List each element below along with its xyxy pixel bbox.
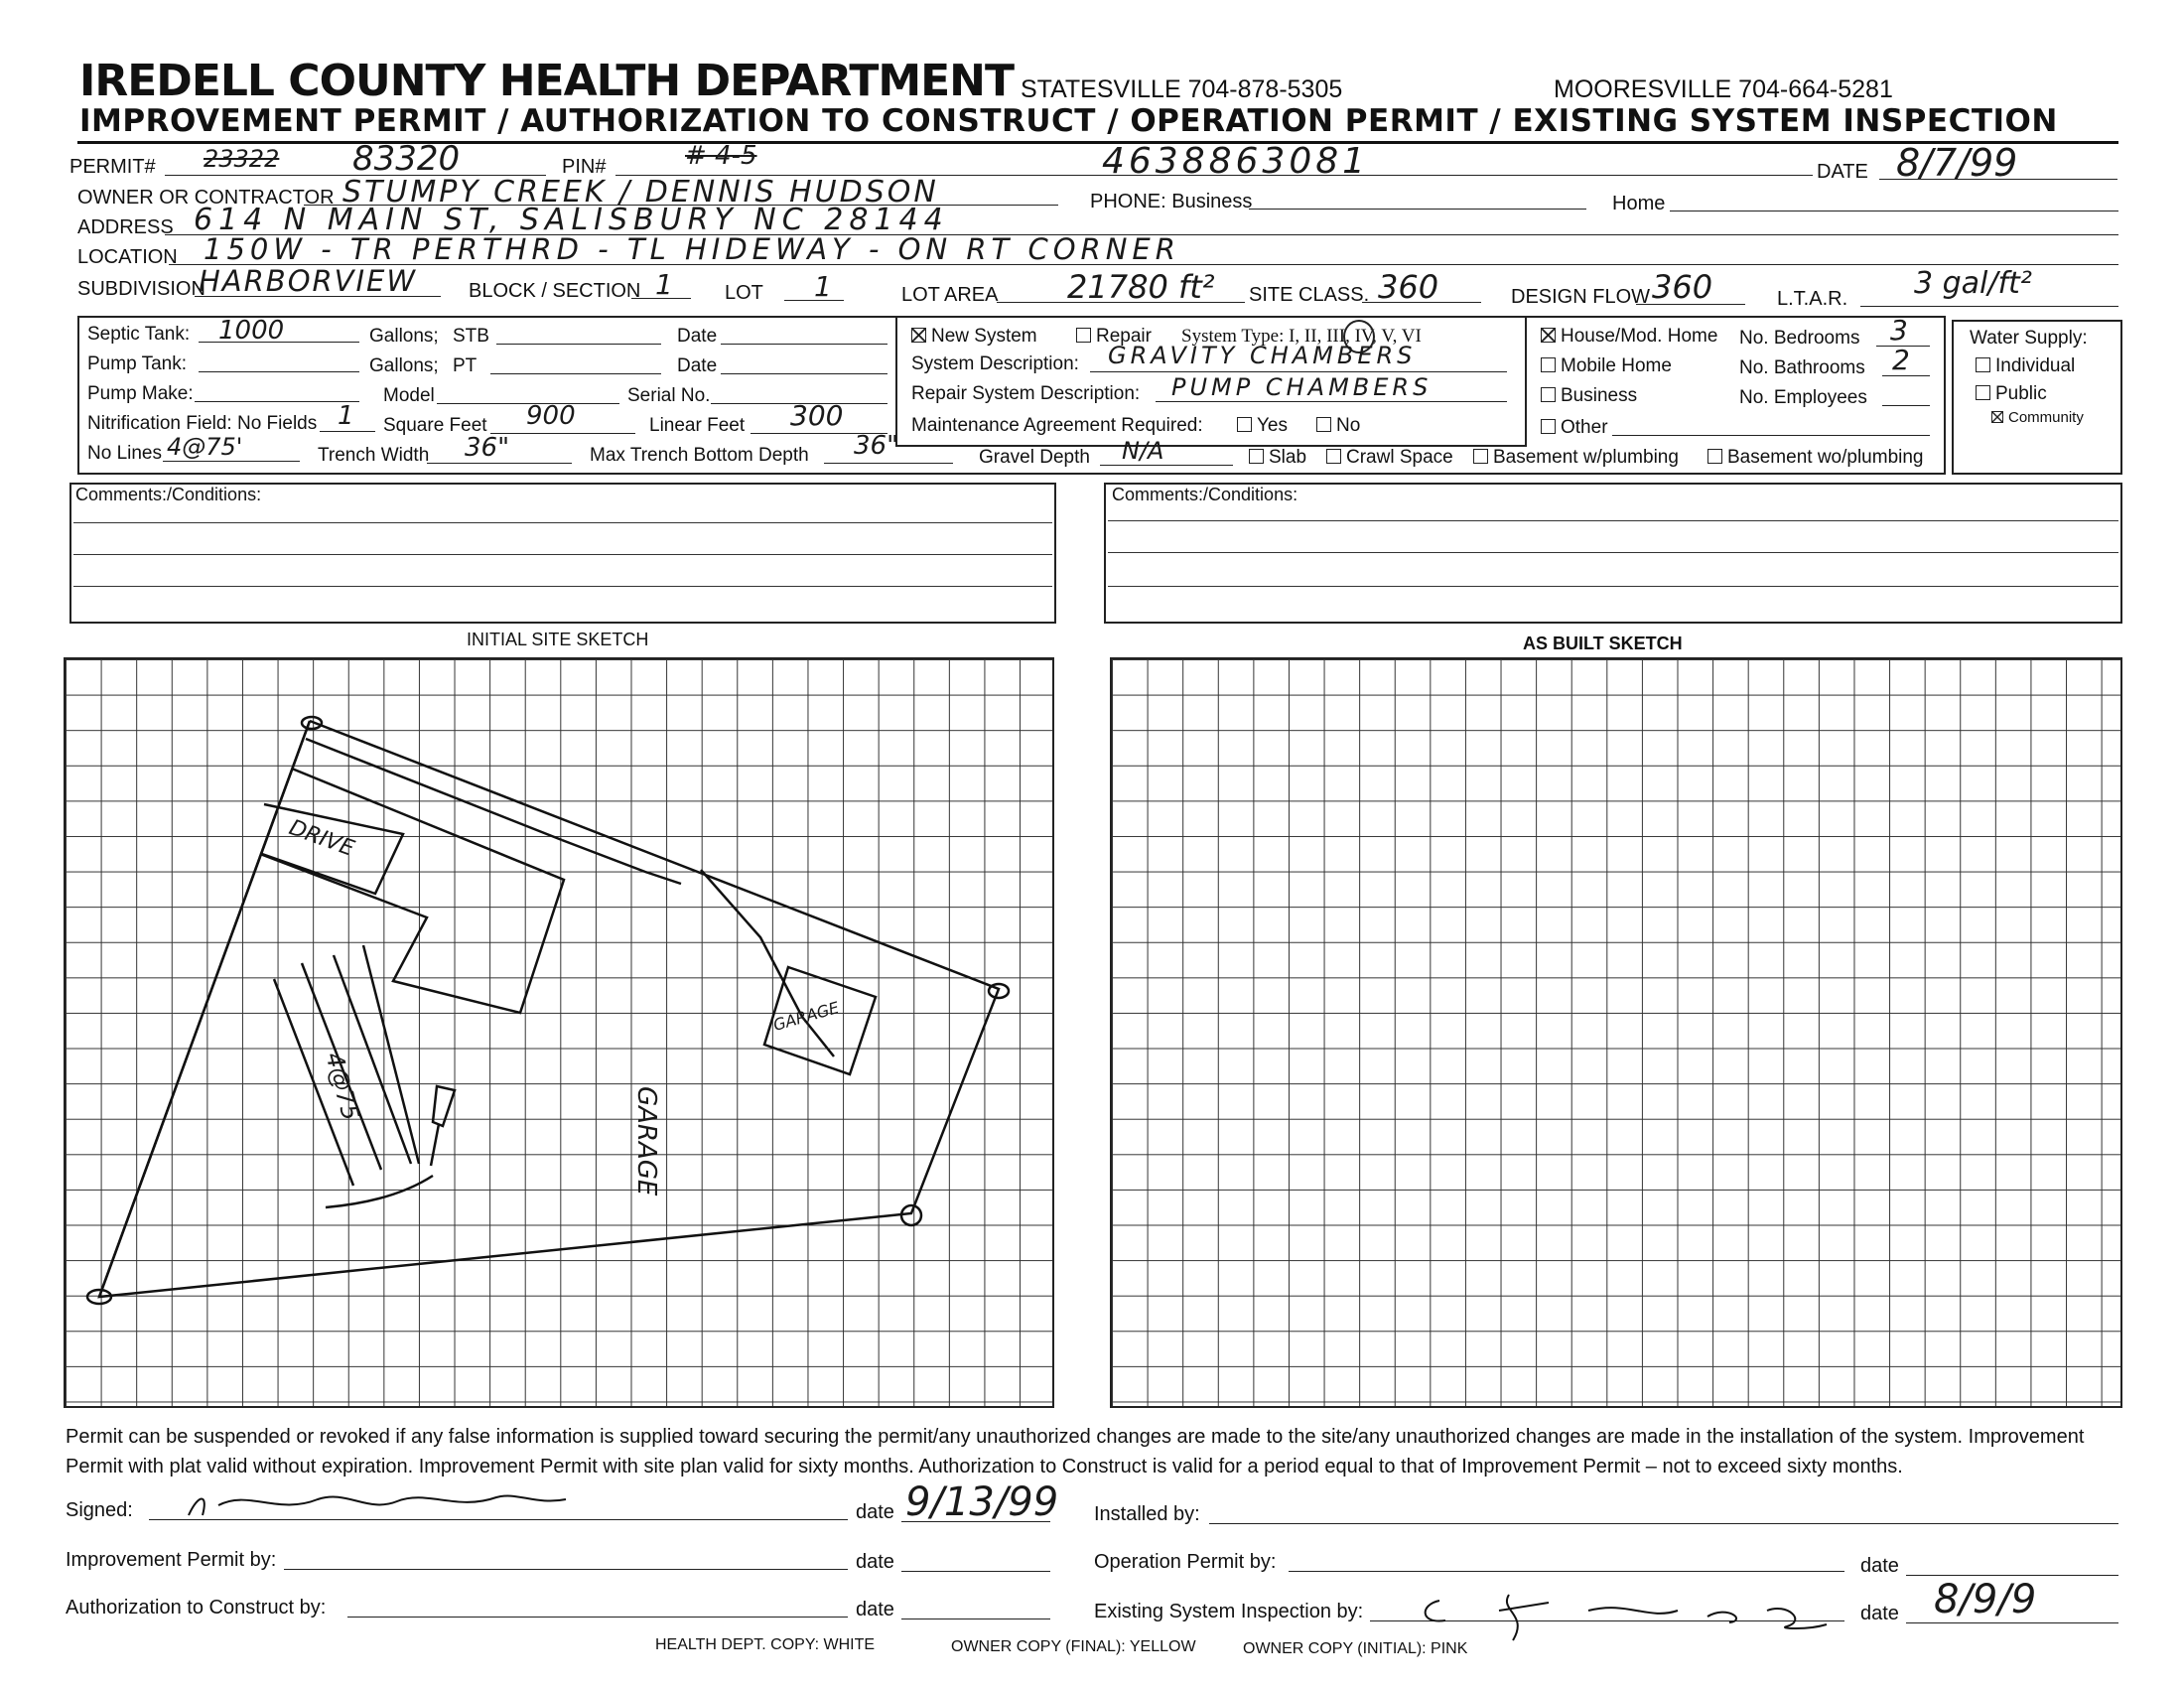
footer-notice-line-2: Permit with plat valid without expiration. Improvement Permit with site plan valid for sixty months. Authorization to Construct is valid for a period equal to that of Improvement Permit – not to exceed sixty months. xyxy=(66,1456,1903,1478)
permit-value: 83320 xyxy=(352,139,461,179)
supply-line xyxy=(431,1124,439,1166)
phone-business-label: PHONE: Business xyxy=(1090,191,1253,212)
comments-right-line xyxy=(1108,520,2118,521)
stb-date-field[interactable] xyxy=(721,344,887,345)
date-value: 8/7/99 xyxy=(1896,141,2018,185)
public-checkbox[interactable] xyxy=(1976,385,1990,400)
new-system-option[interactable] xyxy=(911,326,1037,348)
corner-marker xyxy=(901,1205,921,1225)
basement-without-checkbox[interactable] xyxy=(1707,449,1722,464)
location-value: 150W - TR PERTHRD - TL HIDEWAY - ON RT CORNER xyxy=(204,232,1180,266)
operation-by-label: Operation Permit by: xyxy=(1094,1551,1277,1573)
other-field[interactable] xyxy=(1612,435,1930,436)
design-flow-value: 360 xyxy=(1652,268,1713,306)
no-lines-label: No Lines xyxy=(87,443,162,464)
other-checkbox[interactable] xyxy=(1541,419,1556,434)
comments-left-line xyxy=(73,554,1052,555)
water-supply-label: Water Supply: xyxy=(1970,328,2088,349)
mobile-checkbox[interactable] xyxy=(1541,357,1556,372)
system-desc-label: System Description: xyxy=(911,353,1079,374)
public-option[interactable] xyxy=(1976,383,2047,405)
other-option[interactable] xyxy=(1541,417,1608,439)
gravel-depth-field[interactable] xyxy=(1100,465,1233,466)
signed-date-label: date xyxy=(856,1501,894,1523)
trench-connector xyxy=(326,1176,433,1207)
address-value: 614 N MAIN ST, SALISBURY NC 28144 xyxy=(194,203,949,237)
maintenance-label: Maintenance Agreement Required: xyxy=(911,415,1203,436)
new-system-checkbox[interactable] xyxy=(911,328,926,343)
signed-label: Signed: xyxy=(66,1499,133,1521)
lot-value: 1 xyxy=(814,270,832,303)
installed-by-label: Installed by: xyxy=(1094,1503,1200,1525)
lot-area-value: 21780 ft² xyxy=(1067,268,1215,306)
stb-field[interactable] xyxy=(496,344,661,345)
pt-date-field[interactable] xyxy=(721,373,887,374)
linear-feet-value: 300 xyxy=(790,399,844,432)
gravel-depth-label: Gravel Depth xyxy=(979,447,1090,468)
pump-make-label: Pump Make: xyxy=(87,383,194,404)
authorization-by-label: Authorization to Construct by: xyxy=(66,1597,327,1619)
garage-vertical-label: GARAGE xyxy=(631,1086,661,1196)
maintenance-yes-checkbox[interactable] xyxy=(1237,417,1252,432)
trench-width-field[interactable] xyxy=(427,463,572,464)
as-built-sketch-grid[interactable] xyxy=(1110,657,2122,1408)
pump-tank-field[interactable] xyxy=(199,371,359,372)
other-label: Other xyxy=(1561,417,1608,438)
maintenance-yes-label: Yes xyxy=(1257,415,1288,436)
permit-label: PERMIT# xyxy=(69,156,156,178)
fields-value: 1 xyxy=(338,401,354,431)
home-phone-label: Home xyxy=(1612,193,1666,214)
basement-with-checkbox[interactable] xyxy=(1473,449,1488,464)
date-label: DATE xyxy=(1817,161,1868,183)
trench-width-value: 36" xyxy=(465,433,510,463)
square-feet-value: 900 xyxy=(526,401,576,431)
gravel-depth-value: N/A xyxy=(1122,437,1164,465)
basement-without-label: Basement wo/plumbing xyxy=(1727,447,1924,468)
crawl-checkbox[interactable] xyxy=(1326,449,1341,464)
garage-label: GARAGE xyxy=(770,998,842,1035)
comments-left-label: Comments:/Conditions: xyxy=(75,485,262,504)
site-class-value: 360 xyxy=(1378,268,1439,306)
employees-label: No. Employees xyxy=(1739,387,1867,408)
trench-width-label: Trench Width xyxy=(318,445,430,466)
basement-with-label: Basement w/plumbing xyxy=(1493,447,1679,468)
bathrooms-value: 2 xyxy=(1892,344,1910,376)
model-label: Model xyxy=(383,385,435,406)
block-section-label: BLOCK / SECTION xyxy=(469,280,641,302)
signed-date-value: 9/13/99 xyxy=(905,1479,1059,1525)
existing-date-label: date xyxy=(1860,1603,1899,1624)
owner-label: OWNER OR CONTRACTOR xyxy=(77,187,335,209)
design-flow-label: DESIGN FLOW xyxy=(1511,286,1651,308)
house-checkbox[interactable] xyxy=(1541,328,1556,343)
max-depth-field[interactable] xyxy=(824,463,953,464)
system-desc-value: GRAVITY CHAMBERS xyxy=(1108,342,1417,369)
no-lines-value: 4@75' xyxy=(167,433,243,461)
improvement-by-label: Improvement Permit by: xyxy=(66,1549,277,1571)
bedrooms-label: No. Bedrooms xyxy=(1739,328,1860,349)
location-label: LOCATION xyxy=(77,246,178,268)
gallons-label-1: Gallons; xyxy=(369,326,439,347)
maintenance-no-label: No xyxy=(1336,415,1361,436)
phone-business-field[interactable] xyxy=(1249,209,1586,210)
pin-value: 4638863081 xyxy=(1102,141,1370,182)
comments-left-line xyxy=(73,586,1052,587)
lot-area-label: LOT AREA xyxy=(901,284,999,306)
fields-field[interactable] xyxy=(320,431,375,432)
address-label: ADDRESS xyxy=(77,216,174,238)
employees-field[interactable] xyxy=(1882,405,1930,406)
individual-label: Individual xyxy=(1995,355,2076,376)
permit-types-title: IMPROVEMENT PERMIT / AUTHORIZATION TO CONSTRUCT / OPERATION PERMIT / EXISTING SYSTEM INSPECTION xyxy=(79,103,2058,139)
copy-white-label: HEALTH DEPT. COPY: WHITE xyxy=(655,1636,876,1653)
repair-checkbox[interactable] xyxy=(1076,328,1091,343)
mobile-label: Mobile Home xyxy=(1561,355,1672,376)
square-feet-label: Square Feet xyxy=(383,415,487,436)
comments-right-label: Comments:/Conditions: xyxy=(1112,485,1298,504)
house-option[interactable] xyxy=(1541,326,1717,348)
no-lines-field[interactable] xyxy=(163,461,300,462)
max-depth-label: Max Trench Bottom Depth xyxy=(590,445,809,466)
house-label: House/Mod. Home xyxy=(1561,326,1718,347)
pt-date-label: Date xyxy=(677,355,718,376)
square-feet-field[interactable] xyxy=(490,433,635,434)
business-checkbox[interactable] xyxy=(1541,387,1556,402)
existing-by-label: Existing System Inspection by: xyxy=(1094,1601,1364,1622)
septic-tank-value: 1000 xyxy=(218,316,285,346)
bedrooms-value: 3 xyxy=(1890,314,1908,347)
system-type-label: System Type: I, II, III, IV, V, VI xyxy=(1181,326,1422,347)
slab-option[interactable] xyxy=(1249,447,1306,469)
authorization-by-field[interactable] xyxy=(347,1617,848,1618)
stb-label: STB xyxy=(453,326,489,347)
maintenance-yes-option[interactable] xyxy=(1237,415,1288,437)
business-option[interactable] xyxy=(1541,385,1637,407)
repair-desc-value: PUMP CHAMBERS xyxy=(1171,373,1433,401)
subdivision-value: HARBORVIEW xyxy=(199,264,418,298)
bathrooms-label: No. Bathrooms xyxy=(1739,357,1865,378)
as-built-sketch-title: AS BUILT SKETCH xyxy=(1523,633,1683,653)
basement-without-option[interactable] xyxy=(1707,447,1924,469)
ltar-field[interactable] xyxy=(1860,306,2118,307)
comments-right-line xyxy=(1108,586,2118,587)
operation-date-field[interactable] xyxy=(1906,1575,2118,1576)
drive-label: DRIVE xyxy=(285,815,357,862)
ltar-value: 3 gal/ft² xyxy=(1914,266,2032,301)
copy-yellow-label: OWNER COPY (FINAL): YELLOW xyxy=(951,1638,1196,1655)
lot-label: LOT xyxy=(725,282,763,304)
slab-checkbox[interactable] xyxy=(1249,449,1264,464)
lot-line-mid xyxy=(562,840,681,884)
authorization-date-label: date xyxy=(856,1599,894,1620)
inspector-signature xyxy=(1410,1581,1837,1650)
owner-value: STUMPY CREEK / DENNIS HUDSON xyxy=(342,175,939,210)
lines-sketch-note: 4@75 xyxy=(320,1049,365,1124)
repair-desc-field[interactable] xyxy=(1156,401,1507,402)
septic-tank-label: Septic Tank: xyxy=(87,324,191,345)
footer-notice-line-1: Permit can be suspended or revoked if any false information is supplied toward securing the permit/any unauthorized changes are made to the site/any unauthorized changes are made in the installation of the system. Improvement xyxy=(66,1426,2085,1448)
community-label: Community xyxy=(2008,409,2084,426)
repair-label: Repair xyxy=(1096,326,1152,347)
operation-date-label: date xyxy=(1860,1555,1899,1577)
crawl-option[interactable] xyxy=(1326,447,1453,469)
improvement-date-label: date xyxy=(856,1551,894,1573)
community-checkbox[interactable] xyxy=(1991,411,2003,423)
existing-date-value: 8/9/9 xyxy=(1934,1577,2037,1622)
basement-with-option[interactable] xyxy=(1473,447,1679,469)
property-boundary xyxy=(99,721,999,1297)
permit-struck-value: 23322 xyxy=(204,145,280,173)
improvement-by-field[interactable] xyxy=(284,1569,848,1570)
pump-make-field[interactable] xyxy=(195,401,359,402)
public-label: Public xyxy=(1995,383,2047,404)
site-sketch-drawing xyxy=(66,659,1052,1406)
initial-site-sketch-grid[interactable] xyxy=(64,657,1054,1408)
statesville-phone: STATESVILLE 704-878-5305 xyxy=(1021,75,1343,103)
pump-tank-label: Pump Tank: xyxy=(87,353,187,374)
max-depth-value: 36" xyxy=(854,431,899,461)
block-section-value: 1 xyxy=(655,268,673,301)
maintenance-no-option[interactable] xyxy=(1316,415,1360,437)
repair-desc-label: Repair System Description: xyxy=(911,383,1141,404)
pin-label: PIN# xyxy=(562,156,607,178)
distribution-box xyxy=(433,1086,455,1126)
new-system-label: New System xyxy=(931,326,1037,347)
owner-signature xyxy=(179,1485,576,1525)
stb-date-label: Date xyxy=(677,326,718,347)
copy-pink-label: OWNER COPY (INITIAL): PINK xyxy=(1243,1640,1468,1657)
comments-right-line xyxy=(1108,552,2118,553)
individual-checkbox[interactable] xyxy=(1976,357,1990,372)
improvement-date-field[interactable] xyxy=(901,1571,1050,1572)
crawl-label: Crawl Space xyxy=(1346,447,1453,468)
comments-left-line xyxy=(73,522,1052,523)
system-desc-field[interactable] xyxy=(1090,371,1507,372)
gallons-label-2: Gallons; xyxy=(369,355,439,376)
pt-label: PT xyxy=(453,355,478,376)
mobile-option[interactable] xyxy=(1541,355,1672,377)
maintenance-no-checkbox[interactable] xyxy=(1316,417,1331,432)
department-title: IREDELL COUNTY HEALTH DEPARTMENT xyxy=(79,56,1015,106)
subdivision-label: SUBDIVISION xyxy=(77,278,205,300)
ltar-label: L.T.A.R. xyxy=(1777,288,1848,310)
operation-by-field[interactable] xyxy=(1289,1571,1844,1572)
mooresville-phone: MOORESVILLE 704-664-5281 xyxy=(1554,75,1893,103)
serial-label: Serial No. xyxy=(627,385,711,406)
pt-field[interactable] xyxy=(490,373,661,374)
pin-struck-value: # 4-5 xyxy=(685,141,757,171)
nitrification-label: Nitrification Field: No Fields xyxy=(87,413,318,434)
business-label: Business xyxy=(1561,385,1638,406)
community-option[interactable] xyxy=(1991,409,2084,426)
individual-option[interactable] xyxy=(1976,355,2075,377)
initial-sketch-title: INITIAL SITE SKETCH xyxy=(467,630,649,649)
installed-by-field[interactable] xyxy=(1209,1523,2118,1524)
existing-date-field[interactable] xyxy=(1906,1622,2118,1623)
slab-label: Slab xyxy=(1269,447,1307,468)
site-class-label: SITE CLASS. xyxy=(1249,284,1370,306)
linear-feet-label: Linear Feet xyxy=(649,415,746,436)
